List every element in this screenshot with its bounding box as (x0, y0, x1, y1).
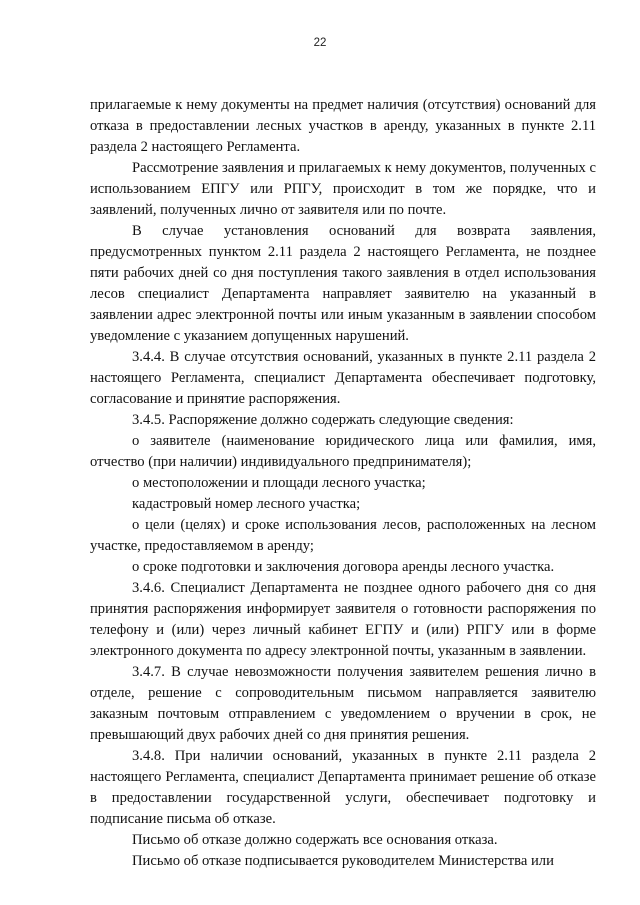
body-text (90, 95, 596, 872)
paragraph: прилагаемые к нему документы на предмет наличия (отсутствия) оснований для отказа в предоставлении лесных участков в аренду, указанных в пункте 2.11 раздела 2 настоящего Регламента. (90, 97, 596, 155)
paragraph: о заявителе (наименование юридического лица или фамилия, имя, отчество (при наличии) индивидуального предпринимателя); (90, 433, 596, 470)
paragraph: 3.4.7. В случае невозможности получения заявителем решения лично в отделе, решение с сопроводительным письмом направляется заявителю заказным почтовым отправлением с уведомлением о вручении в срок, не превышающий двух рабочих дней со дня принятия решения. (90, 664, 596, 743)
paragraph: о сроке подготовки и заключения договора аренды лесного участка. (132, 559, 555, 575)
paragraph: 3.4.5. Распоряжение должно содержать следующие сведения: (132, 412, 514, 428)
paragraph: В случае установления оснований для возврата заявления, предусмотренных пунктом 2.11 раздела 2 настоящего Регламента, не позднее пяти рабочих дней со дня поступления такого заявления в отдел использования лесов специалист Департамента направляет заявителю на указанный в заявлении адрес электронной почты или иным указанным в заявлении способом уведомление с указанием допущенных нарушений. (90, 223, 596, 344)
paragraph: 3.4.8. При наличии оснований, указанных в пункте 2.11 раздела 2 настоящего Регламента, специалист Департамента принимает решение об отказе в предоставлении государственной услуги, обеспечивает подготовку и подписание письма об отказе. (90, 748, 596, 827)
paragraph: Письмо об отказе должно содержать все основания отказа. (132, 832, 498, 848)
page-number: 22 (313, 37, 327, 49)
paragraph: кадастровый номер лесного участка; (132, 496, 361, 512)
paragraph: Письмо об отказе подписывается руководителем Министерства или (132, 853, 554, 869)
paragraph: Рассмотрение заявления и прилагаемых к нему документов, полученных с использованием ЕПГУ или РПГУ, происходит в том же порядке, что и заявлений, полученных лично от заявителя или по почте. (90, 160, 596, 218)
paragraph: 3.4.4. В случае отсутствия оснований, указанных в пункте 2.11 раздела 2 настоящего Регламента, специалист Департамента обеспечивает подготовку, согласование и принятие распоряжения. (90, 349, 596, 407)
paragraph: о местоположении и площади лесного участка; (132, 475, 426, 491)
paragraph: о цели (целях) и сроке использования лесов, расположенных на лесном участке, предоставляемом в аренду; (90, 517, 596, 554)
paragraph: 3.4.6. Специалист Департамента не позднее одного рабочего дня со дня принятия распоряжения информирует заявителя о готовности распоряжения по телефону и (или) через личный кабинет ЕГПУ и (или) РПГУ или в форме электронного документа по адресу электронной почты, указанным в заявлении. (90, 580, 596, 659)
